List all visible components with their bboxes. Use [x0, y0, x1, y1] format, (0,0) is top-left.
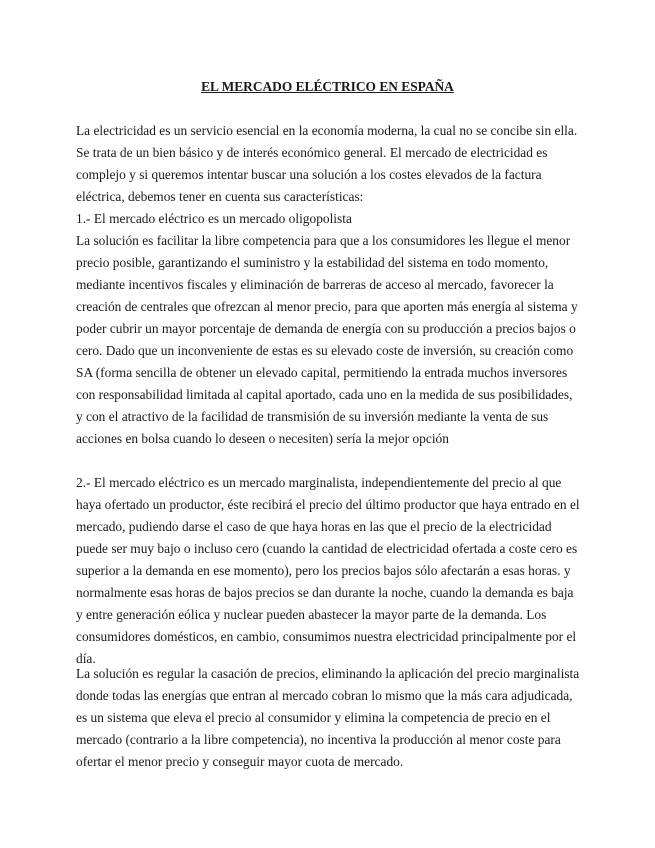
intro-paragraph: La electricidad es un servicio esencial en la economía moderna, la cual no se concibe sin ella. Se trata de un bien básico y de interés económico general. El mercado de electricidad es complejo y si queremos intentar buscar una solución a los costes elevados de la factura eléctrica, debemos tener en cuenta sus características:	[76, 123, 578, 204]
section-1-heading: 1.- El mercado eléctrico es un mercado oligopolista	[76, 211, 352, 226]
document-title: EL MERCADO ELÉCTRICO EN ESPAÑA	[201, 79, 454, 94]
section-2-solution-paragraph: La solución es regular la casación de precios, eliminando la aplicación del precio marginalista donde todas las energías que entran al mercado cobran lo mismo que la más cara adjudicada, es un sistema que eleva el precio al consumidor y elimina la competencia de precio en el mercado (contrario a la libre competencia), no incentiva la producción al menor coste para ofertar el menor precio y conseguir mayor cuota de mercado.	[76, 666, 580, 769]
section-2-paragraph: 2.- El mercado eléctrico es un mercado marginalista, independientemente del precio al que haya ofertado un productor, éste recibirá el precio del último productor que haya entrado en el mercado, pudiendo darse el caso de que haya horas en las que el precio de la electricidad puede ser muy bajo o incluso cero (cuando la cantidad de electricidad ofertada a coste cero es superior a la demanda en ese momento), pero los precios bajos sólo afectarán a esas horas. y normalmente esas horas de bajos precios se dan durante la noche, cuando la demanda es baja y entre generación eólica y nuclear pueden abastecer la mayor parte de la demanda. Los consumidores domésticos, en cambio, consumimos nuestra electricidad principalmente por el día.	[76, 475, 580, 666]
section-1-paragraph: La solución es facilitar la libre competencia para que a los consumidores les llegue el menor precio posible, garantizando el suministro y la estabilidad del sistema en todo momento, mediante incentivos fiscales y eliminación de barreras de acceso al mercado, favorecer la creación de centrales que ofrezcan al menor precio, para que aporten más energía al sistema y poder cubrir un mayor porcentaje de demanda de energía con su producción a precios bajos o cero. Dado que un inconveniente de estas es su elevado coste de inversión, su creación como SA (forma sencilla de obtener un elevado capital, permitiendo la entrada muchos inversores con responsabilidad limitada al capital aportado, cada uno en la medida de sus posibilidades, y con el atractivo de la facilidad de transmisión de su inversión mediante la venta de sus acciones en bolsa cuando lo deseen o necesiten) sería la mejor opción	[76, 233, 578, 446]
